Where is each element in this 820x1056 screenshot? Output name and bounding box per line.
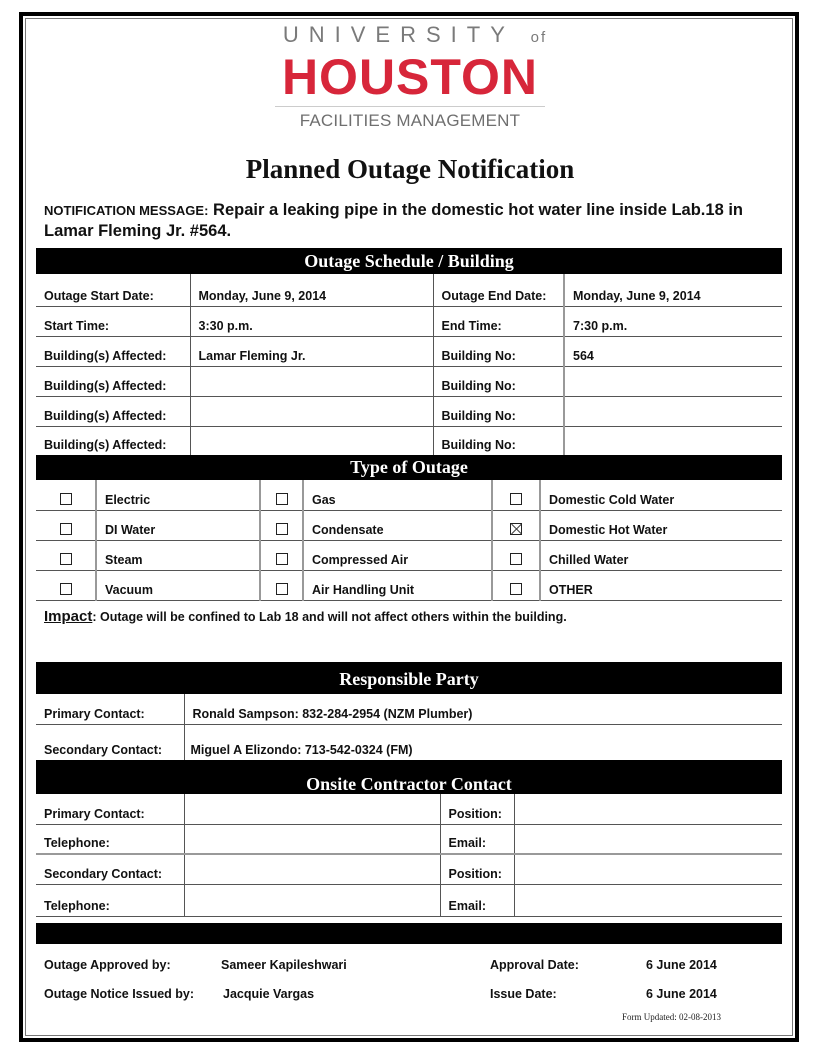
section-divider-bar	[36, 923, 782, 944]
table-row	[36, 540, 782, 570]
building-no-value[interactable]	[564, 396, 782, 426]
notification-message	[44, 200, 784, 241]
checkbox-icon[interactable]	[60, 523, 72, 535]
checkbox-icon[interactable]	[276, 553, 288, 565]
field-label: Building(s) Affected:	[36, 396, 190, 426]
checkbox-gas[interactable]	[260, 480, 303, 510]
outage-type-section-header: Type of Outage	[36, 455, 782, 480]
field-label: Building No:	[433, 426, 564, 455]
outage-end-date-value[interactable]: Monday, June 9, 2014	[564, 274, 782, 306]
outage-type-label: Electric	[96, 480, 260, 510]
outage-type-label: Steam	[96, 540, 260, 570]
checkbox-icon[interactable]	[60, 493, 72, 505]
table-row	[36, 570, 782, 600]
field-label: Position:	[440, 854, 514, 884]
table-row	[36, 794, 782, 824]
checkbox-icon[interactable]	[276, 523, 288, 535]
impact-statement	[44, 608, 567, 625]
contractor-secondary-email-value[interactable]	[514, 884, 782, 916]
onsite-contractor-section-header: Onsite Contractor Contact	[36, 760, 782, 794]
checkbox-condensate[interactable]	[260, 510, 303, 540]
checkbox-other[interactable]	[492, 570, 540, 600]
issue-date-value: 6 June 2014	[646, 987, 717, 1001]
checkbox-air-handling-unit[interactable]	[260, 570, 303, 600]
building-no-value[interactable]: 564	[564, 336, 782, 366]
approved-by-label: Outage Approved by:	[44, 958, 171, 972]
outage-type-label: Domestic Hot Water	[540, 510, 782, 540]
logo-of-text: of	[530, 29, 548, 46]
contractor-primary-contact-value[interactable]	[184, 794, 440, 824]
logo-houston-text: HOUSTON	[281, 49, 539, 105]
outage-start-date-value[interactable]: Monday, June 9, 2014	[190, 274, 433, 306]
checkbox-domestic-hot-water[interactable]	[492, 510, 540, 540]
table-row	[36, 854, 782, 884]
responsible-party-table	[36, 694, 782, 760]
issued-by-value: Jacquie Vargas	[223, 987, 315, 1001]
checkbox-electric[interactable]	[36, 480, 96, 510]
table-row	[36, 724, 782, 760]
outage-type-label: Vacuum	[96, 570, 260, 600]
outage-type-label: Compressed Air	[303, 540, 492, 570]
form-updated-note: Form Updated: 02-08-2013	[622, 1012, 721, 1022]
issue-date-label: Issue Date:	[490, 987, 557, 1001]
logo-department-text: FACILITIES MANAGEMENT	[299, 111, 521, 130]
field-label: Outage End Date:	[433, 274, 564, 306]
table-row	[36, 366, 782, 396]
checkbox-vacuum[interactable]	[36, 570, 96, 600]
start-time-value[interactable]: 3:30 p.m.	[190, 306, 433, 336]
field-label: Position:	[440, 794, 514, 824]
logo-university-text: UNIVERSITY	[282, 22, 515, 47]
field-label: Building(s) Affected:	[36, 336, 190, 366]
building-affected-value[interactable]	[190, 366, 433, 396]
contractor-primary-position-value[interactable]	[514, 794, 782, 824]
field-label: Building No:	[433, 366, 564, 396]
checkbox-icon[interactable]	[60, 553, 72, 565]
table-row	[36, 480, 782, 510]
table-row	[36, 336, 782, 366]
checkbox-chilled-water[interactable]	[492, 540, 540, 570]
field-label: Primary Contact:	[36, 694, 184, 724]
end-time-value[interactable]: 7:30 p.m.	[564, 306, 782, 336]
building-no-value[interactable]	[564, 366, 782, 396]
outage-type-label: DI Water	[96, 510, 260, 540]
outage-type-label: Air Handling Unit	[303, 570, 492, 600]
field-label: Start Time:	[36, 306, 190, 336]
notification-text: Repair a leaking pipe in the domestic hot water line inside Lab.18 in Lamar Fleming Jr. #564.	[44, 201, 743, 240]
outage-type-label: Chilled Water	[540, 540, 782, 570]
table-row	[36, 824, 782, 854]
impact-text: : Outage will be confined to Lab 18 and will not affect others within the building.	[92, 610, 567, 624]
field-label: Outage Start Date:	[36, 274, 190, 306]
approval-date-label: Approval Date:	[490, 958, 579, 972]
outage-type-label: Condensate	[303, 510, 492, 540]
field-label: Email:	[440, 884, 514, 916]
table-row	[36, 274, 782, 306]
field-label: Building No:	[433, 396, 564, 426]
secondary-contact-value[interactable]: Miguel A Elizondo: 713-542-0324 (FM)	[184, 724, 782, 760]
table-row	[36, 306, 782, 336]
field-label: Email:	[440, 824, 514, 854]
field-label: Secondary Contact:	[36, 854, 184, 884]
checked-checkbox-icon[interactable]	[510, 523, 522, 535]
field-label: Building(s) Affected:	[36, 366, 190, 396]
field-label: Primary Contact:	[36, 794, 184, 824]
building-affected-value[interactable]: Lamar Fleming Jr.	[190, 336, 433, 366]
field-label: Secondary Contact:	[44, 743, 163, 757]
outage-type-label: OTHER	[540, 570, 782, 600]
checkbox-compressed-air[interactable]	[260, 540, 303, 570]
checkbox-icon[interactable]	[510, 583, 522, 595]
contractor-primary-email-value[interactable]	[514, 824, 782, 854]
contractor-table	[36, 794, 782, 917]
page-title: Planned Outage Notification	[245, 154, 575, 184]
notification-label: NOTIFICATION MESSAGE:	[44, 203, 209, 218]
field-label: End Time:	[433, 306, 564, 336]
checkbox-icon[interactable]	[510, 553, 522, 565]
contractor-primary-telephone-value[interactable]	[184, 824, 440, 854]
building-no-value[interactable]	[564, 426, 782, 455]
schedule-section-header: Outage Schedule / Building	[36, 248, 782, 274]
table-row	[36, 884, 782, 916]
impact-label: Impact	[44, 608, 93, 625]
primary-contact-value[interactable]: Ronald Sampson: 832-284-2954 (NZM Plumber)	[184, 694, 782, 724]
checkbox-icon[interactable]	[60, 583, 72, 595]
table-row	[36, 396, 782, 426]
checkbox-icon[interactable]	[510, 493, 522, 505]
checkbox-domestic-cold-water[interactable]	[492, 480, 540, 510]
field-label: Telephone:	[36, 824, 184, 854]
field-label: Building(s) Affected:	[44, 438, 167, 452]
table-row	[36, 426, 782, 455]
contractor-secondary-telephone-value[interactable]	[184, 884, 440, 916]
table-row	[36, 694, 782, 724]
checkbox-steam[interactable]	[36, 540, 96, 570]
building-affected-value[interactable]	[190, 426, 433, 455]
outage-type-label: Gas	[303, 480, 492, 510]
checkbox-icon[interactable]	[276, 493, 288, 505]
field-label: Telephone:	[36, 884, 184, 916]
table-row	[36, 510, 782, 540]
logo-divider	[275, 106, 545, 107]
contractor-secondary-position-value[interactable]	[514, 854, 782, 884]
approval-date-value: 6 June 2014	[646, 958, 717, 972]
checkbox-icon[interactable]	[276, 583, 288, 595]
issued-by-label: Outage Notice Issued by:	[44, 987, 195, 1001]
university-logo	[0, 22, 820, 131]
field-label: Building No:	[433, 336, 564, 366]
building-affected-value[interactable]	[190, 396, 433, 426]
outage-type-label: Domestic Cold Water	[540, 480, 782, 510]
responsible-party-section-header: Responsible Party	[36, 662, 782, 694]
contractor-secondary-contact-value[interactable]	[184, 854, 440, 884]
checkbox-di-water[interactable]	[36, 510, 96, 540]
approved-by-value: Sameer Kapileshwari	[221, 958, 347, 972]
outage-type-table	[36, 480, 782, 601]
schedule-table	[36, 274, 782, 455]
